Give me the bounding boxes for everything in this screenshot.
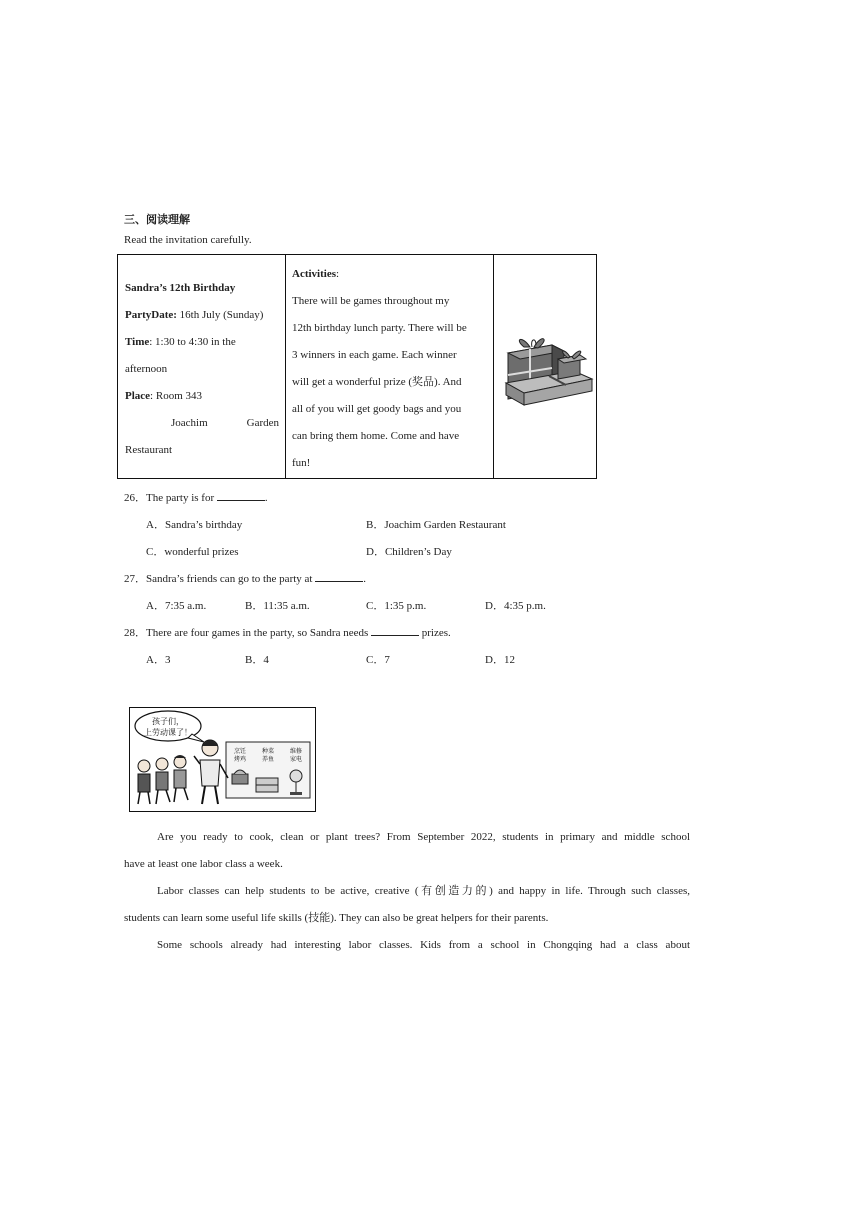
option-c[interactable]	[366, 651, 390, 667]
labor-class-cartoon	[129, 707, 316, 812]
passage-line: have at least one labor class a week.	[124, 858, 283, 870]
invitation-table	[117, 254, 597, 479]
option-letter: C．	[366, 654, 385, 666]
option-text: wonderful prizes	[164, 546, 239, 558]
section-title: 三、阅读理解	[124, 213, 190, 226]
activities-line: will get a wonderful prize (奖品). And	[292, 376, 462, 388]
option-letter: B．	[245, 654, 264, 666]
activities-line: all of you will get goody bags and you	[292, 403, 462, 415]
option-c[interactable]	[366, 597, 426, 613]
option-letter: C．	[146, 546, 165, 558]
option-letter: A．	[146, 519, 165, 531]
place-word-2: Garden	[246, 417, 279, 429]
invitation-heading: Sandra’s 12th Birthday	[125, 282, 236, 294]
place-word-1: Joachim	[171, 417, 208, 429]
passage-line: students can learn some useful life skills (技能). They can also be great helpers for their parents.	[124, 912, 549, 924]
instruction: Read the invitation carefully.	[124, 234, 252, 246]
option-text: 11:35 a.m.	[263, 600, 310, 612]
activities-colon: :	[335, 268, 340, 280]
board-label: 种菜	[261, 748, 275, 755]
time-value: : 1:30 to 4:30 in the	[149, 336, 236, 348]
option-letter: B．	[366, 519, 385, 531]
question-28	[124, 624, 451, 640]
option-text: 7	[384, 654, 390, 666]
passage-line: Are you ready to cook, clean or plant trees? From September 2022, students in primary and middle school	[157, 831, 690, 843]
answer-blank	[315, 572, 363, 582]
option-d[interactable]	[485, 597, 546, 613]
question-stem: The party is for	[146, 492, 217, 504]
question-stem-end: .	[264, 492, 268, 504]
option-letter: D．	[366, 546, 385, 558]
party-date-label: PartyDate:	[125, 309, 177, 321]
option-text: 7:35 a.m.	[164, 600, 207, 612]
option-text: Sandra’s birthday	[164, 519, 243, 531]
option-text: 4:35 p.m.	[503, 600, 546, 612]
board-label: 维修	[289, 748, 303, 755]
question-stem-end: .	[363, 573, 366, 585]
option-a[interactable]	[146, 516, 242, 532]
invitation-activities-cell	[286, 255, 494, 478]
question-number: 28．	[124, 627, 146, 639]
cartoon-illustration	[130, 708, 315, 811]
invitation-image-cell	[494, 255, 596, 478]
option-a[interactable]	[146, 597, 206, 613]
option-text: Joachim Garden Restaurant	[384, 519, 506, 531]
option-text: 3	[164, 654, 171, 666]
party-date-value: 16th July (Sunday)	[176, 309, 264, 321]
option-letter: A．	[146, 600, 165, 612]
option-letter: D．	[485, 654, 504, 666]
passage-line: Labor classes can help students to be active, creative (有创造力的) and happy in life. Through such classes,	[157, 885, 690, 897]
option-text: 4	[263, 654, 269, 666]
passage-line: Some schools already had interesting labor classes. Kids from a school in Chongqing had a class about	[157, 939, 690, 951]
activities-line: 12th birthday lunch party. There will be	[292, 322, 467, 334]
question-number: 27．	[124, 573, 146, 585]
activities-line: fun!	[292, 457, 311, 469]
board-label: 烹饪	[233, 748, 247, 755]
option-a[interactable]	[146, 651, 170, 667]
question-stem-end: prizes.	[419, 627, 451, 639]
place-value: : Room 343	[150, 390, 202, 402]
option-c[interactable]	[146, 543, 239, 559]
board-label: 家电	[289, 756, 303, 763]
activities-line: There will be games throughout my	[292, 295, 450, 307]
option-b[interactable]	[245, 651, 269, 667]
option-d[interactable]	[485, 651, 515, 667]
place-label: Place	[125, 390, 151, 402]
option-text: 12	[503, 654, 515, 666]
question-27	[124, 570, 366, 586]
invitation-details-cell	[118, 255, 286, 478]
time-value-2: afternoon	[125, 363, 168, 375]
board-label: 烤鸡	[233, 756, 247, 763]
option-letter: B．	[245, 600, 264, 612]
board-label: 养鱼	[261, 756, 275, 763]
option-letter: A．	[146, 654, 165, 666]
speech-line-2: 上劳动课了！	[144, 728, 192, 737]
option-text: Children’s Day	[384, 546, 452, 558]
passage-paragraph-3	[124, 932, 690, 959]
speech-line-1: 孩子们，	[152, 717, 184, 726]
option-letter: D．	[485, 600, 504, 612]
option-b[interactable]	[366, 516, 506, 532]
option-d[interactable]	[366, 543, 452, 559]
answer-blank	[371, 626, 419, 636]
answer-blank	[217, 491, 265, 501]
passage-paragraph-1	[124, 824, 690, 878]
activities-line: can bring them home. Come and have	[292, 430, 460, 442]
activities-label: Activities	[292, 268, 336, 280]
option-b[interactable]	[245, 597, 310, 613]
gift-boxes-icon	[494, 255, 598, 478]
time-label: Time	[125, 336, 150, 348]
passage-paragraph-2	[124, 878, 690, 932]
question-stem: There are four games in the party, so Sandra needs	[146, 627, 372, 639]
question-number: 26．	[124, 492, 146, 504]
option-letter: C．	[366, 600, 385, 612]
question-stem: Sandra’s friends can go to the party at	[146, 573, 316, 585]
option-text: 1:35 p.m.	[384, 600, 427, 612]
question-26	[124, 489, 268, 505]
activities-line: 3 winners in each game. Each winner	[292, 349, 457, 361]
place-value-3: Restaurant	[125, 444, 173, 456]
